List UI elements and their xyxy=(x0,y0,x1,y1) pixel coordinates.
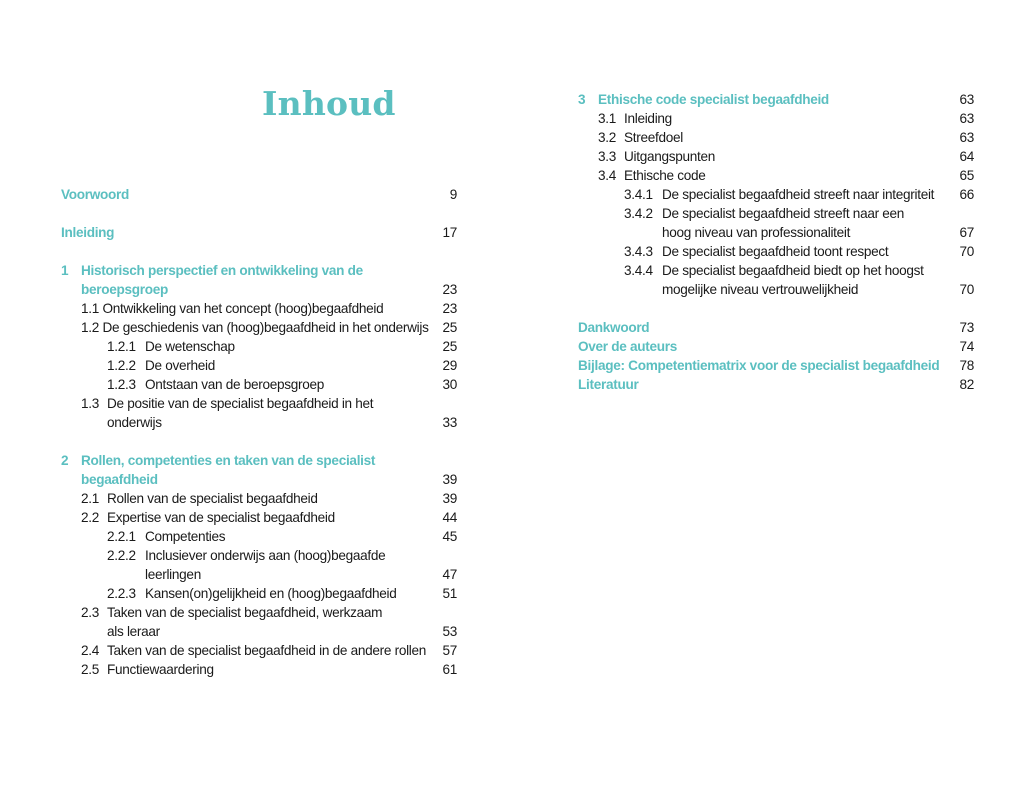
toc-entry-title: De specialist begaafdheid toont respect xyxy=(662,244,889,259)
toc-entry-number: 1.2.2 xyxy=(107,358,136,373)
toc-entry[interactable] xyxy=(61,223,457,242)
toc-entry-number: 3.4.3 xyxy=(624,244,653,259)
toc-entry-title: 1.2 De geschiedenis van (hoog)begaafdheid in het onderwijs xyxy=(81,320,429,335)
toc-page-number: 39 xyxy=(442,472,457,487)
toc-entry[interactable] xyxy=(578,356,974,375)
toc-entry[interactable] xyxy=(61,584,457,603)
toc-page-number: 63 xyxy=(959,111,974,126)
toc-entry[interactable] xyxy=(578,375,974,394)
toc-page-number: 29 xyxy=(442,358,457,373)
toc-entry-title: De positie van de specialist begaafdheid in het xyxy=(107,396,374,411)
toc-entry[interactable] xyxy=(61,546,457,584)
toc-entry-number: 3.2 xyxy=(598,130,616,145)
toc-entry[interactable] xyxy=(61,261,457,299)
toc-entry-title: De specialist begaafdheid streeft naar integriteit xyxy=(662,187,935,202)
toc-page-number: 25 xyxy=(442,320,457,335)
toc-page-number: 67 xyxy=(959,225,974,240)
toc-spacer xyxy=(61,432,457,451)
toc-page-number: 45 xyxy=(442,529,457,544)
toc-page-number: 64 xyxy=(959,149,974,164)
toc-page-number: 65 xyxy=(959,168,974,183)
toc-entry-number: 3.4 xyxy=(598,168,616,183)
toc-entry-title: Ontstaan van de beroepsgroep xyxy=(145,377,325,392)
toc-entry[interactable] xyxy=(61,489,457,508)
toc-entry-title: Uitgangspunten xyxy=(624,149,716,164)
toc-entry[interactable] xyxy=(578,166,974,185)
toc-entry[interactable] xyxy=(61,394,457,432)
toc-entry-title: begaafdheid xyxy=(81,472,158,487)
toc-entry-number: 1.2.1 xyxy=(107,339,136,354)
toc-entry[interactable] xyxy=(578,318,974,337)
toc-entry-title: Inleiding xyxy=(61,225,115,240)
toc-entry[interactable] xyxy=(61,660,457,679)
toc-entry[interactable] xyxy=(61,508,457,527)
toc-entry-title: Inleiding xyxy=(624,111,672,126)
toc-entry[interactable] xyxy=(61,527,457,546)
toc-entry-number: 1 xyxy=(61,263,69,278)
toc-entry[interactable] xyxy=(61,299,457,318)
toc-entry[interactable] xyxy=(61,603,457,641)
toc-entry-title: Streefdoel xyxy=(624,130,683,145)
toc-page-number: 53 xyxy=(442,624,457,639)
toc-entry-title: Rollen, competenties en taken van de specialist xyxy=(81,453,376,468)
toc-entry[interactable] xyxy=(578,261,974,299)
toc-entry[interactable] xyxy=(61,337,457,356)
toc-entry-title: Ethische code xyxy=(624,168,706,183)
toc-page-number: 78 xyxy=(959,358,974,373)
toc-entry-number: 3.4.2 xyxy=(624,206,653,221)
toc-entry-title: Ethische code specialist begaafdheid xyxy=(598,92,829,107)
toc-entry-number: 2.1 xyxy=(81,491,99,506)
toc-entry-title: De specialist begaafdheid streeft naar een xyxy=(662,206,905,221)
toc-page-number: 39 xyxy=(442,491,457,506)
toc-entry[interactable] xyxy=(578,204,974,242)
toc-entry[interactable] xyxy=(578,90,974,109)
toc-page-number: 23 xyxy=(442,282,457,297)
toc-entry[interactable] xyxy=(578,109,974,128)
toc-page-number: 9 xyxy=(449,187,457,202)
toc-entry-title: Rollen van de specialist begaafdheid xyxy=(107,491,318,506)
toc-entry-title: Inclusiever onderwijs aan (hoog)begaafde xyxy=(145,548,386,563)
toc-entry-number: 1.3 xyxy=(81,396,99,411)
toc-entry[interactable] xyxy=(578,185,974,204)
toc-entry[interactable] xyxy=(61,451,457,489)
toc-entry-title: als leraar xyxy=(107,624,160,639)
toc-entry-title: leerlingen xyxy=(145,567,201,582)
toc-spacer xyxy=(61,242,457,261)
toc-page-number: 47 xyxy=(442,567,457,582)
toc-entry-number: 2.4 xyxy=(81,643,99,658)
toc-page-number: 63 xyxy=(959,130,974,145)
toc-entry-title: Expertise van de specialist begaafdheid xyxy=(107,510,335,525)
toc-entry[interactable] xyxy=(578,128,974,147)
toc-entry-title: De specialist begaafdheid biedt op het hoogst xyxy=(662,263,924,278)
toc-entry[interactable] xyxy=(578,147,974,166)
toc-entry-title: Taken van de specialist begaafdheid, werkzaam xyxy=(107,605,383,620)
toc-entry-number: 2.2.2 xyxy=(107,548,136,563)
toc-entry-title: Bijlage: Competentiematrix voor de specialist begaafdheid xyxy=(578,358,940,373)
toc-entry[interactable] xyxy=(61,375,457,394)
toc-page-number: 74 xyxy=(959,339,974,354)
toc-entry-number: 2 xyxy=(61,453,69,468)
toc-entry-title: Historisch perspectief en ontwikkeling van de xyxy=(81,263,363,278)
toc-spacer xyxy=(61,204,457,223)
toc-entry-title: Competenties xyxy=(145,529,226,544)
page-title: Inhoud xyxy=(262,84,396,123)
toc-entry-number: 3 xyxy=(578,92,586,107)
toc-page-number: 82 xyxy=(959,377,974,392)
toc-page-number: 30 xyxy=(442,377,457,392)
toc-entry-number: 1.2.3 xyxy=(107,377,136,392)
toc-entry[interactable] xyxy=(578,242,974,261)
toc-page-number: 17 xyxy=(442,225,457,240)
toc-entry-number: 3.4.4 xyxy=(624,263,653,278)
toc-page-number: 73 xyxy=(959,320,974,335)
toc-entry-title: 1.1 Ontwikkeling van het concept (hoog)begaafdheid xyxy=(81,301,384,316)
toc-page-number: 66 xyxy=(959,187,974,202)
toc-entry-title: onderwijs xyxy=(107,415,162,430)
toc-spacer xyxy=(578,299,974,318)
toc-entry-number: 2.5 xyxy=(81,662,99,677)
toc-entry-title: Voorwoord xyxy=(61,187,130,202)
toc-page-number: 23 xyxy=(442,301,457,316)
toc-entry-number: 2.2.3 xyxy=(107,586,136,601)
toc-entry-number: 2.3 xyxy=(81,605,99,620)
toc-entry-number: 3.4.1 xyxy=(624,187,653,202)
toc-page-number: 63 xyxy=(959,92,974,107)
toc-entry-title: Dankwoord xyxy=(578,320,650,335)
toc-entry-title: Over de auteurs xyxy=(578,339,678,354)
toc-entry[interactable] xyxy=(61,641,457,660)
toc-page-number: 44 xyxy=(442,510,457,525)
toc-entry[interactable] xyxy=(61,356,457,375)
toc-entry-number: 3.1 xyxy=(598,111,616,126)
toc-page-number: 33 xyxy=(442,415,457,430)
toc-entry-title: De overheid xyxy=(145,358,215,373)
toc-entry-title: hoog niveau van professionaliteit xyxy=(662,225,851,240)
toc-entry-title: mogelijke niveau vertrouwelijkheid xyxy=(662,282,859,297)
toc-page-number: 51 xyxy=(442,586,457,601)
toc-entry-title: Functiewaardering xyxy=(107,662,214,677)
toc-entry-title: beroepsgroep xyxy=(81,282,169,297)
toc-left-column xyxy=(61,185,457,679)
toc-entry-title: Taken van de specialist begaafdheid in de andere rollen xyxy=(107,643,427,658)
toc-entry[interactable] xyxy=(61,318,457,337)
toc-page-number: 61 xyxy=(442,662,457,677)
toc-entry-title: Kansen(on)gelijkheid en (hoog)begaafdheid xyxy=(145,586,397,601)
toc-right-column xyxy=(578,90,974,394)
toc-entry-number: 2.2.1 xyxy=(107,529,136,544)
toc-entry-number: 3.3 xyxy=(598,149,616,164)
toc-entry[interactable] xyxy=(578,337,974,356)
toc-page-number: 57 xyxy=(442,643,457,658)
toc-entry-title: Literatuur xyxy=(578,377,639,392)
toc-page-number: 25 xyxy=(442,339,457,354)
toc-entry[interactable] xyxy=(61,185,457,204)
toc-page-number: 70 xyxy=(959,282,974,297)
toc-entry-title: De wetenschap xyxy=(145,339,235,354)
toc-page-number: 70 xyxy=(959,244,974,259)
toc-entry-number: 2.2 xyxy=(81,510,99,525)
